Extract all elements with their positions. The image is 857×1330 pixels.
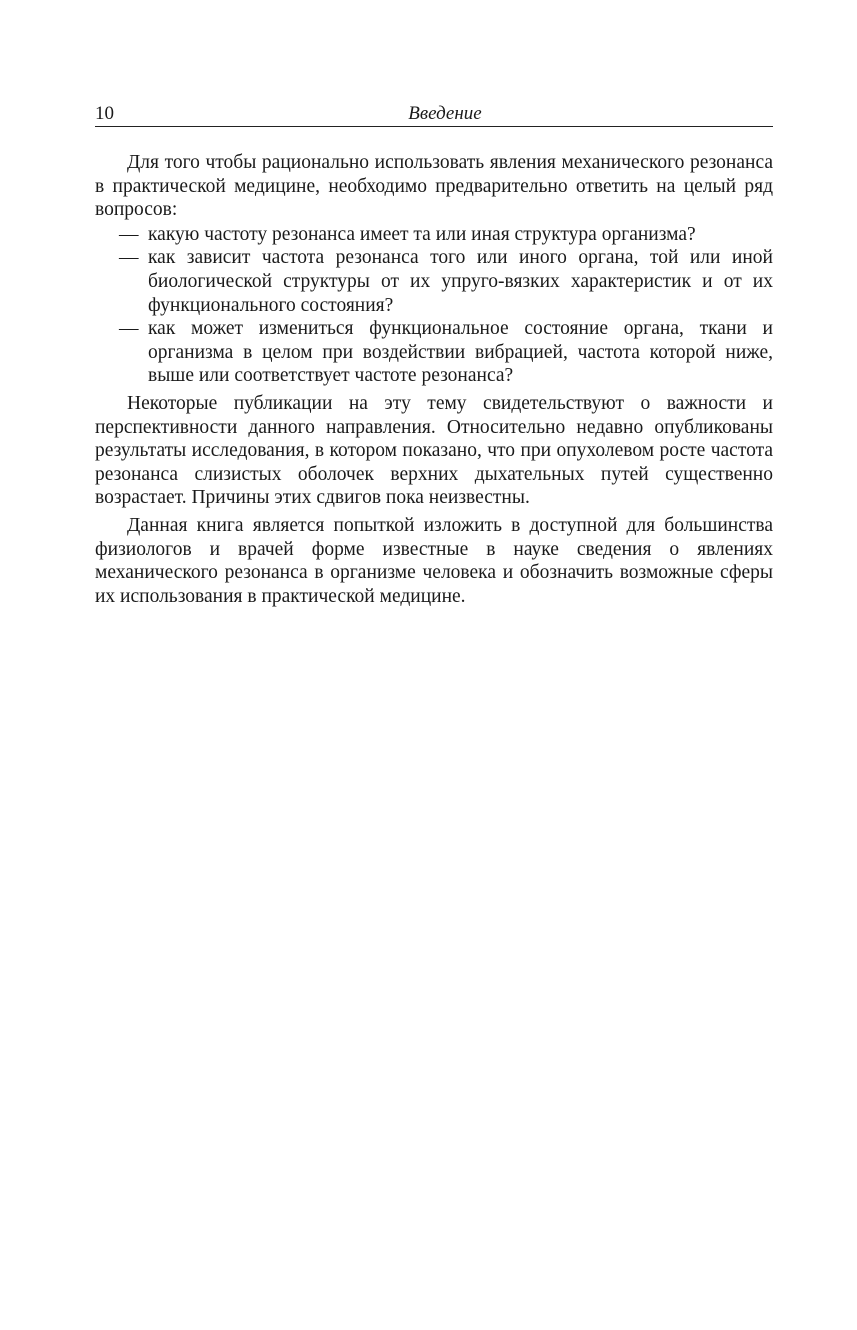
list-item-text: какую частоту резонанса имеет та или иная структура организма?	[148, 223, 696, 245]
list-item	[95, 317, 773, 388]
list-item-text: как может измениться функциональное состояние органа, ткани и организма в целом при воздействии вибрацией, частота которой ниже, выше или соответствует частоте резонанса?	[148, 318, 773, 387]
list-item-text: как зависит частота резонанса того или иного органа, той или иной биологической структуры от их упруго-вязких характеристик и от их функционального состояния?	[148, 247, 773, 316]
page-number: 10	[95, 103, 114, 124]
running-header	[95, 100, 773, 127]
dash-marker: —	[119, 318, 139, 340]
section-title: Введение	[408, 103, 482, 124]
question-list	[95, 223, 773, 388]
body-text	[95, 151, 773, 608]
dash-marker: —	[119, 223, 139, 245]
book-page	[95, 100, 773, 608]
list-item	[95, 223, 773, 247]
paragraph-intro: Для того чтобы рационально использовать явления механического резонанса в практической медицине, необходимо предварительно ответить на целый ряд вопросов:	[95, 152, 773, 221]
paragraph-purpose: Данная книга является попыткой изложить в доступной для большинства физиологов и врачей форме известные в науке сведения о явлениях механического резонанса в организме человека и обозначить возможные сферы их использования в практической медицине.	[95, 514, 773, 607]
list-item	[95, 246, 773, 317]
paragraph-publications: Некоторые публикации на эту тему свидетельствуют о важности и перспективности данного направления. Относительно недавно опубликованы результаты исследования, в котором показано, что при опухолевом росте частота резонанса слизистых оболочек верхних дыхательных путей существенно возрастает. Причины этих сдвигов пока неизвестны.	[95, 392, 773, 509]
dash-marker: —	[119, 247, 139, 269]
